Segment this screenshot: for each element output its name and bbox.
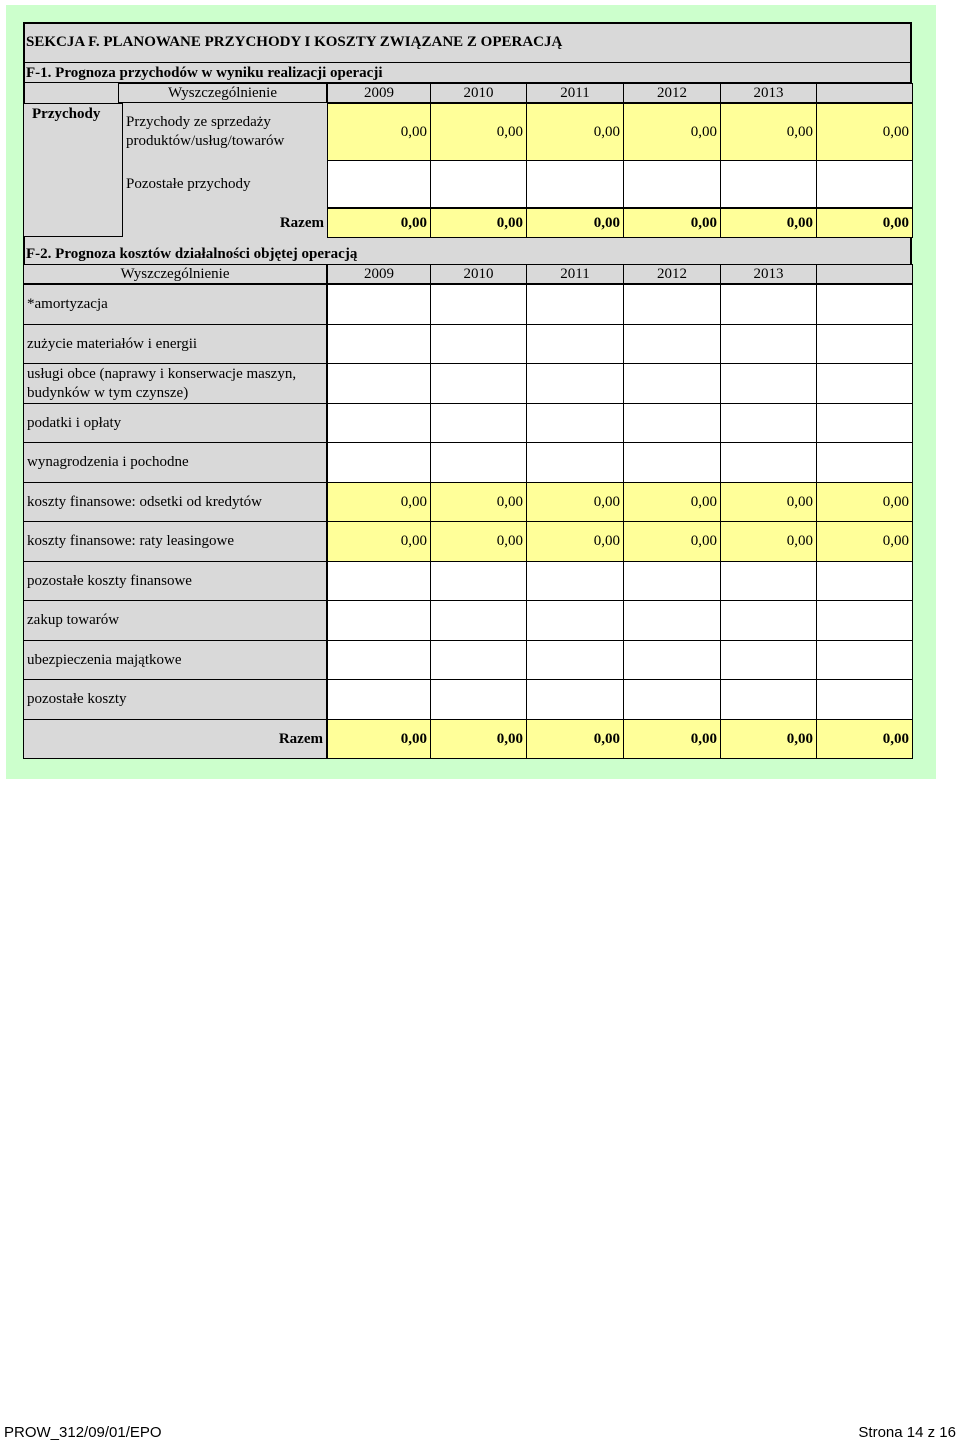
f1-total-label: Razem [279, 214, 324, 231]
f2-row-label-6 [23, 521, 327, 562]
f2-row-6-value-3[interactable]: 0,00 [623, 521, 721, 562]
f1-row-1-value-4[interactable] [720, 160, 817, 208]
f2-row-2-value-5[interactable] [816, 363, 913, 404]
f2-row-label-3 [23, 403, 327, 443]
f2-total-value-3[interactable]: 0,00 [623, 719, 721, 759]
f2-row-6-value-2[interactable]: 0,00 [526, 521, 624, 562]
f2-row-label-10 [23, 679, 327, 720]
f2-row-0-value-3[interactable] [623, 284, 721, 325]
divider [23, 62, 912, 63]
f2-row-label-line1: zużycie materiałów i energii [27, 335, 198, 352]
f2-row-2-value-2[interactable] [526, 363, 624, 404]
f2-row-8-value-1[interactable] [430, 600, 527, 641]
f2-row-7-value-3[interactable] [623, 561, 721, 601]
footer-doc-code: PROW_312/09/01/EPO [4, 1424, 162, 1441]
f2-row-1-value-4[interactable] [720, 324, 817, 364]
f1-total-value-4[interactable]: 0,00 [720, 208, 817, 238]
f2-row-0-value-5[interactable] [816, 284, 913, 325]
f1-year-1: 2010 [430, 83, 527, 103]
f2-row-10-value-2[interactable] [526, 679, 624, 720]
f1-row-label-0 [123, 103, 327, 161]
f2-row-5-value-4[interactable]: 0,00 [720, 482, 817, 522]
f2-total-value-4[interactable]: 0,00 [720, 719, 817, 759]
f2-row-label-line2: budynków w tym czynsze) [27, 384, 189, 401]
f2-row-4-value-4[interactable] [720, 442, 817, 483]
f2-row-label-line1: podatki i opłaty [27, 414, 122, 431]
f2-row-9-value-1[interactable] [430, 640, 527, 680]
f2-row-3-value-1[interactable] [430, 403, 527, 443]
f2-row-3-value-0[interactable] [327, 403, 431, 443]
f2-row-label-line1: wynagrodzenia i pochodne [27, 454, 189, 470]
f2-row-9-value-4[interactable] [720, 640, 817, 680]
f2-row-9-value-3[interactable] [623, 640, 721, 680]
f2-header-label: Wyszczególnienie [23, 264, 327, 284]
f1-row-0-value-0[interactable]: 0,00 [327, 103, 431, 161]
f2-row-3-value-3[interactable] [623, 403, 721, 443]
f2-row-7-value-0[interactable] [327, 561, 431, 601]
f2-row-label-line1: zakup towarów [27, 612, 120, 628]
f2-total-value-5[interactable]: 0,00 [816, 719, 913, 759]
f2-total-label-cell [23, 719, 327, 759]
f1-row-1-value-2[interactable] [526, 160, 624, 208]
f2-row-0-value-0[interactable] [327, 284, 431, 325]
f1-row-1-value-5[interactable] [816, 160, 913, 208]
f2-row-6-value-5[interactable]: 0,00 [816, 521, 913, 562]
f2-row-10-value-0[interactable] [327, 679, 431, 720]
f2-row-5-value-0[interactable]: 0,00 [327, 482, 431, 522]
f1-total-value-3[interactable]: 0,00 [623, 208, 721, 238]
f2-row-4-value-2[interactable] [526, 442, 624, 483]
f2-year-2: 2011 [526, 264, 624, 284]
f1-row-0-value-5[interactable]: 0,00 [816, 103, 913, 161]
f1-group-label: Przychody [32, 106, 101, 122]
f1-group-cell [23, 103, 123, 237]
f2-row-0-value-2[interactable] [526, 284, 624, 325]
f2-row-4-value-0[interactable] [327, 442, 431, 483]
f2-row-label-line1: ubezpieczenia majątkowe [27, 651, 182, 668]
f2-row-6-value-4[interactable]: 0,00 [720, 521, 817, 562]
section-title: SEKCJA F. PLANOWANE PRZYCHODY I KOSZTY ZWIĄZANE Z OPERACJĄ [26, 34, 563, 50]
f2-year-4: 2013 [720, 264, 817, 284]
f2-row-7-value-2[interactable] [526, 561, 624, 601]
f2-row-1-value-0[interactable] [327, 324, 431, 364]
f2-row-label-9 [23, 640, 327, 680]
f2-title: F-2. Prognoza kosztów działalności objętej operacją [26, 246, 358, 262]
f1-total-label-cell [123, 208, 327, 238]
f1-row-1-value-3[interactable] [623, 160, 721, 208]
f2-row-9-value-5[interactable] [816, 640, 913, 680]
f2-row-3-value-5[interactable] [816, 403, 913, 443]
f2-row-10-value-3[interactable] [623, 679, 721, 720]
f1-row-0-value-1[interactable]: 0,00 [430, 103, 527, 161]
f2-row-5-value-1[interactable]: 0,00 [430, 482, 527, 522]
f2-total-value-2[interactable]: 0,00 [526, 719, 624, 759]
f1-title: F-1. Prognoza przychodów w wyniku realizacji operacji [26, 65, 383, 81]
f2-row-7-value-4[interactable] [720, 561, 817, 601]
f2-row-5-value-5[interactable]: 0,00 [816, 482, 913, 522]
f2-row-9-value-0[interactable] [327, 640, 431, 680]
f1-year-3: 2012 [623, 83, 721, 103]
f2-row-label-line1: koszty finansowe: odsetki od kredytów [27, 493, 262, 510]
f1-row-0-value-2[interactable]: 0,00 [526, 103, 624, 161]
f2-row-8-value-0[interactable] [327, 600, 431, 641]
f2-row-10-value-5[interactable] [816, 679, 913, 720]
f2-total-label: Razem [278, 730, 323, 747]
f1-total-value-0[interactable]: 0,00 [327, 208, 431, 238]
f2-row-3-value-4[interactable] [720, 403, 817, 443]
f2-row-10-value-1[interactable] [430, 679, 527, 720]
f2-row-0-value-1[interactable] [430, 284, 527, 325]
f1-header-filler [816, 83, 913, 103]
f2-row-1-value-3[interactable] [623, 324, 721, 364]
f2-row-7-value-5[interactable] [816, 561, 913, 601]
f2-row-label-7 [23, 561, 327, 601]
f2-row-1-value-1[interactable] [430, 324, 527, 364]
f1-total-value-5[interactable]: 0,00 [816, 208, 913, 238]
f2-row-3-value-2[interactable] [526, 403, 624, 443]
f2-total-value-0[interactable]: 0,00 [327, 719, 431, 759]
f2-row-2-value-3[interactable] [623, 363, 721, 404]
f2-row-10-value-4[interactable] [720, 679, 817, 720]
f2-row-label-line1: *amortyzacja [27, 296, 108, 312]
f2-year-3: 2012 [623, 264, 721, 284]
f2-row-label-line1: pozostałe koszty [27, 691, 127, 707]
f1-row-1-value-1[interactable] [430, 160, 527, 208]
f2-row-1-value-2[interactable] [526, 324, 624, 364]
f2-row-label-4 [23, 442, 327, 483]
f1-year-0: 2009 [327, 83, 431, 103]
f2-row-label-line1: usługi obce (naprawy i konserwacje maszyn, [27, 365, 297, 382]
f2-row-8-value-3[interactable] [623, 600, 721, 641]
f2-row-7-value-1[interactable] [430, 561, 527, 601]
f2-row-6-value-0[interactable]: 0,00 [327, 521, 431, 562]
f1-total-value-2[interactable]: 0,00 [526, 208, 624, 238]
f1-total-value-1[interactable]: 0,00 [430, 208, 527, 238]
f2-row-5-value-3[interactable]: 0,00 [623, 482, 721, 522]
f1-year-2: 2011 [526, 83, 624, 103]
f1-year-4: 2013 [720, 83, 817, 103]
f2-row-2-value-0[interactable] [327, 363, 431, 404]
footer-page-info: Strona 14 z 16 [858, 1424, 956, 1441]
f2-row-label-0 [23, 284, 327, 325]
f2-row-8-value-5[interactable] [816, 600, 913, 641]
f2-row-2-value-4[interactable] [720, 363, 817, 404]
f1-row-0-value-4[interactable]: 0,00 [720, 103, 817, 161]
f2-row-8-value-2[interactable] [526, 600, 624, 641]
f2-row-2-value-1[interactable] [430, 363, 527, 404]
f1-row-label-1 [123, 160, 327, 208]
f2-row-label-2 [23, 363, 327, 404]
f1-row-0-value-3[interactable]: 0,00 [623, 103, 721, 161]
f2-row-label-1 [23, 324, 327, 364]
f2-row-1-value-5[interactable] [816, 324, 913, 364]
f2-row-5-value-2[interactable]: 0,00 [526, 482, 624, 522]
f2-row-4-value-1[interactable] [430, 442, 527, 483]
f2-row-9-value-2[interactable] [526, 640, 624, 680]
f1-row-label-line1: Przychody ze sprzedaży [126, 114, 271, 130]
f2-row-label-line1: pozostałe koszty finansowe [27, 572, 192, 589]
f2-row-0-value-4[interactable] [720, 284, 817, 325]
f2-row-6-value-1[interactable]: 0,00 [430, 521, 527, 562]
f2-row-label-5 [23, 482, 327, 522]
f1-row-label-line2: produktów/usług/towarów [126, 133, 285, 149]
f1-header-label: Wyszczególnienie [118, 83, 327, 103]
f1-row-label-line1: Pozostałe przychody [126, 175, 251, 192]
f2-header-filler [816, 264, 913, 284]
f2-year-1: 2010 [430, 264, 527, 284]
f2-row-8-value-4[interactable] [720, 600, 817, 641]
f2-row-label-8 [23, 600, 327, 641]
f1-row-1-value-0[interactable] [327, 160, 431, 208]
f2-total-value-1[interactable]: 0,00 [430, 719, 527, 759]
f2-year-0: 2009 [327, 264, 431, 284]
f2-row-4-value-3[interactable] [623, 442, 721, 483]
f2-row-label-line1: koszty finansowe: raty leasingowe [27, 533, 235, 549]
f2-row-4-value-5[interactable] [816, 442, 913, 483]
